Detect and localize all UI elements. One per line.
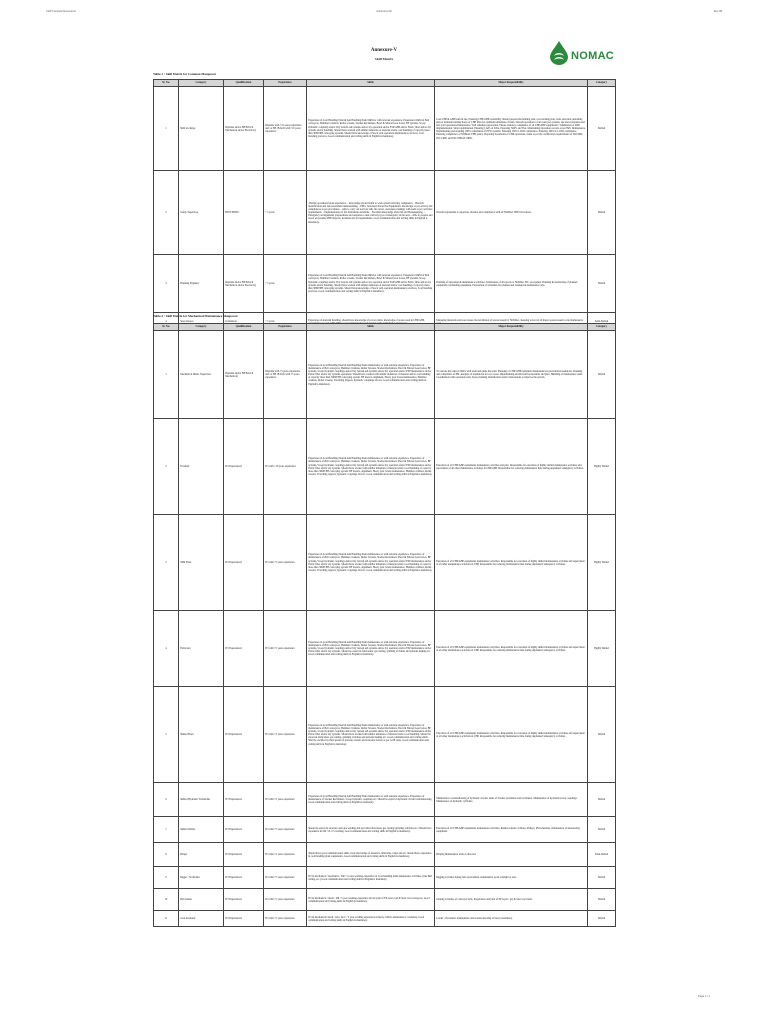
cell-qualification: Graduation <box>224 313 264 331</box>
mechanical-manpower-table <box>153 323 616 927</box>
cell-skills: Experience in Coal Handling Plant & Ash Handling Plant maintenance or with relevant experience. Experience of maintenance of Belt conveyors, Hammer Crushers, Roller Screens, Stacker Reclaimers, Bowl & Shroud Gear boxes, BF systems, Scoop hydraulic couplings and/or Dry bottom ash systems and/or dry operation and/or ESP maintenance and/or Fabric filter and/or dry systems operations. Should have worked with similar industries of material and/or coal handling of capacity more than 3000TPH conveying system. BF motors, alignment, Heavy gear boxes maintenance, Hammer crushers, Roller screens, Travelling trippers, hydraulic couplings and etc. Good communication and writing skills in English is mandatory. <box>307 331 435 419</box>
col-experience: Experience <box>264 80 307 87</box>
cell-skills: Experience in Coal Handling Plant & Ash Handling Plant O&M or with relevant experience. Experience O&M of Belt conveyors, Hammer Crushers, Roller screens, Stacker Reclaimers, Bowl & Shroud Gear boxes, BF systems, Scoop hydraulic couplings and/or Dry bottom ash systems and/or dry operation and/or ESP/AHP and/or Fabric filter and/or dry systems and/or handling. Should have worked with similar industries of material and/or coal handling of capacity more than 3000TPH conveying systems. Should have knowledge of Stock yard operation maintenance practices, Coal blending practices. Good communication and writing skills in English is mandatory. <box>307 255 435 313</box>
cell-qualification: ITI Experienced <box>224 843 264 867</box>
cell-grade: Highly Skilled <box>588 611 616 687</box>
cell-experience: > 5 years <box>264 255 307 313</box>
cell-category: Rigger / Scaffolder <box>179 867 224 889</box>
header-center: Annexure-V# <box>376 10 392 13</box>
cell-no: 11 <box>154 911 179 927</box>
cell-qualification: BTECH/DEC <box>224 171 264 255</box>
cell-responsibility: Overall responsible to supervise, monitor and compliance with all NOMAC HSE Procedures. <box>435 171 588 255</box>
logo-word: NOMAC <box>571 50 615 62</box>
cell-experience: ITI with >5 years experience <box>264 911 307 927</box>
cell-qualification: ITI Experienced <box>224 817 264 843</box>
cell-category: Planning Engineer <box>179 255 224 313</box>
col-responsibility: Major Responsibility <box>435 80 588 87</box>
cell-skills: Experience in material handling, should have knowledge of power plants, knowledge of spares used in CHP/AHP, <box>307 313 435 331</box>
table-row <box>154 867 616 889</box>
cell-skills: Experience in Coal Handling Plant & Ash Handling Plant maintenance or with relevant experience. Experience of maintenance of Belt conveyors, Hammer Crushers, Roller Screens, Stacker Reclaimers, Bowl & Shroud Gear boxes, BF systems, Scoop hydraulic couplings and/or Dry bottom ash systems and/or dry operation and/or ESP maintenance and/or Fabric filter and/or dry systems. Should have worked with similar industries of material and/or coal handling of capacity more than 3000TPH conveying system. BF motors, alignment, Heavy gear boxes maintenance, Hammer crushers, Roller screens, Travelling trippers, hydraulic couplings and etc. Good communication and writing skills in English is mandatory. <box>307 419 435 515</box>
cell-no: 7 <box>154 817 179 843</box>
cell-category: Skilled Hydraulic Technician <box>179 783 224 817</box>
cell-qualification: ITI Experienced <box>224 515 264 611</box>
table-row <box>154 419 616 515</box>
cell-responsibility: Lead CHP & AHP team in site. Ensuring CHP/AHP availability. Should prepare Reclaiming plan, coal stacking plan, route selection, unloading plan to maintain running hours of CHP. Plan for optimum utilization of folks. Smooth operations of all conveyor systems, site and evacuation and safe yard operations/maintenance. Well schedule preparation. Ensure statutory compliance of all CHP/AHP equipment's. Submission of DSR implementation. Smart optimization. Ensuring CAP's of KVA. Preparing SOP's and JSA. Maintaining Operation records as per IMS. Maintenance. Implementing and ensuring 100% compliance of PTW systems. Ensuring 100% LOTO compliance. Ensuring 100%% LOTO compliance. Ensuring compliance of NOMAC EHS policy. Preparing documents of CHP operations, make as per the certification requirements of ISO 9001, ISO 14001 and ISO OHSAS 18001. <box>435 87 588 171</box>
table-row <box>154 817 616 843</box>
cell-skills: ITI in mechanical / mechanics / DR / 5 years working experience in Coal handling plant maintenance activities. (like Belt rolling, etc.) Good communication and writing skills in English is mandatory. <box>307 867 435 889</box>
cell-category: oven mechanic <box>179 911 224 927</box>
page-subtitle: Skill Matrix <box>374 57 394 61</box>
table-header-row <box>154 324 616 331</box>
cell-experience: ITI with >3 years experience <box>264 783 307 817</box>
cell-qualification: Diploma and/or BE/B.Tech Mechanical and/or Electrical.) <box>224 255 264 313</box>
cell-experience: ITI with >5 years experience <box>264 611 307 687</box>
cell-responsibility: Execution of all CHP/AHP equipments maintenance activities. Responsible for execution of highly skilled maintenance activities and supervision of all other maintenance activities in CHP. Responsible for reducing maintenance time during unplanned/ emergency activities. <box>435 515 588 611</box>
cell-grade: Semi-Skilled <box>588 313 616 331</box>
cell-grade: Skilled <box>588 889 616 911</box>
cell-responsibility: To execute the tasks in Shifts with team and guide the team. Planning of CHP/AHP equipment maintenance in preventive/breakdown. Planning and compliance of PM. Analysis of breakdown for root cause, implementing and Preventive measures and plan. Handling of maintenance team. Coordination with operation team. Spare planning identification and/or innovations to improve the system. <box>435 331 588 419</box>
common-manpower-table <box>153 79 616 331</box>
cell-qualification: ITI Experienced <box>224 911 264 927</box>
cell-skills: ITI in mechanical/ mech / auto/ ACC / 5 year working experience in heavy vehicle maintenance/ workshop. Good communication and writing skills in English is mandatory. <box>307 911 435 927</box>
col-grade: Category <box>588 80 616 87</box>
cell-qualification: ITI Experienced <box>224 889 264 911</box>
cell-grade: Skilled <box>588 687 616 783</box>
page-title: Annexure-V <box>370 48 398 53</box>
col-experience: Experience <box>264 324 307 331</box>
drop-logo-icon <box>548 40 570 66</box>
page-header <box>46 10 722 18</box>
cell-responsibility: Execution of all CHP/AHP equipments maintenance activities and jobs. Responsible for execution of highly skilled maintenance activities and supervision of all other maintenance activities in CHP/AHP. Responsible for reducing maintenance time during unplanned/ emergency activities. <box>435 419 588 515</box>
col-responsibility: Major Responsibility <box>435 324 588 331</box>
cell-experience: Diploma with >12 years experience and/ or BE /B.Tech with >10 years experience <box>264 87 307 171</box>
col-skills: Skills <box>307 324 435 331</box>
cell-skills: Should be expert in structure and pipe welding and part time fabrication/ gas cutting/ grinding activities etc. Should have experience in MS, SS, CS welding. Good communication and writing skills in English is mandatory. <box>307 817 435 843</box>
cell-responsibility: Managing materials and store issues. Reconciliation of spares issued by NOMAC, Keeping record of all major spares issued to site maintenance <box>435 313 588 331</box>
cell-responsibility: Helping Maintenance team as directed. <box>435 843 588 867</box>
table-row <box>154 171 616 255</box>
cell-skills: Experience in Coal Handling Plant & Ash Handling Plant maintenance or with relevant experience. Experience of maintenance of Belt conveyors, Hammer Crushers, Roller Screens, Stacker Reclaimers, Bowl & Shroud Gear boxes, BF systems, Scoop hydraulic couplings and/or Dry bottom ash systems and/or dry operation and/or ESP maintenance and/or Fabric filter and/or dry systems. Should have worked with similar industries of material and/or coal handling. Should be expert in fabrication, gas cutting, grinding activities and patterns making etc. Good communication and writing skills. Shall be certified by third parties in pressure vessels and structure boilers as per G-6E rules. Good communication and writing skills in English is mandatory. <box>307 687 435 783</box>
cell-category: Skilled Welder <box>179 817 224 843</box>
cell-qualification: Diploma and/or BE/B.Tech Mechanical) <box>224 331 264 419</box>
cell-no: 2 <box>154 419 179 515</box>
col-category: Category <box>179 324 224 331</box>
cell-grade: Skilled <box>588 911 616 927</box>
cell-grade: Semi-Skilled <box>588 843 616 867</box>
cell-category: Shift in-charge <box>179 87 224 171</box>
cell-experience: ITI with >2 years experience <box>264 843 307 867</box>
col-grade: Category <box>588 324 616 331</box>
cell-qualification: ITI Experienced <box>224 611 264 687</box>
cell-skills: -Having operational plant experience. - Knowledge about Permit to work system and fully compliance. - Hazards identification and risk assessment understanding. - PPEs, Structural Protective Equipment's knowledge as per activity and compliances as per procedures. - Able to carry out tool box talk, fire arrest, awareness trainings with team as per activities requirements. - Implementation of fire instrument standards. - Excellent knowledge about lift and Housekeeping. - Emergency arrangements preparedness and response to deal with any type of emergency in the area. - Able to prepare and report all possible HSE Reports, incidents and all requirements. Good communication and writing skills in English is mandatory. <box>307 171 435 255</box>
cell-no: 4 <box>154 611 179 687</box>
cell-no: 2 <box>154 171 179 255</box>
cell-responsibility: Rigging activities during belt replacement, maintenance work at height or else. <box>435 867 588 889</box>
cell-category: Skilled Fitter <box>179 687 224 783</box>
cell-qualification: ITI Experienced <box>224 783 264 817</box>
cell-category: Store Keeper <box>179 313 224 331</box>
table-row <box>154 611 616 687</box>
cell-responsibility: Loader , Preventive maintenance and trouble shooting of heavy machinery. <box>435 911 588 927</box>
table-header-row <box>154 80 616 87</box>
cell-category: Helper <box>179 843 224 867</box>
col-sl-no: Sl. No. <box>154 80 179 87</box>
cell-grade: Highly Skilled <box>588 515 616 611</box>
cell-no: 9 <box>154 867 179 889</box>
cell-category: Mechanical Maint. Supervisor <box>179 331 224 419</box>
cell-skills: ITI in mechanical / mech / DR / 5 year working experience in belt joint of EP, steel cord & Steel cord conveyors. Good communication and writing skills in English is mandatory. <box>307 889 435 911</box>
cell-experience: ITI with >3 years experience <box>264 687 307 783</box>
cell-qualification: ITI Experienced <box>224 867 264 889</box>
cell-responsibility: Planning of Operation & maintenance activities. Submission of all reports to NOMAC EIC as required. Planning & monitoring of planned equipment overhauling equipment. Preparation of schedules for planned and breakdown maintenance jobs. <box>435 255 588 313</box>
cell-qualification: ITI Experienced <box>224 687 264 783</box>
table-row <box>154 911 616 927</box>
cell-category: Belt Jointer <box>179 889 224 911</box>
cell-responsibility: Maintenance, troubleshooting of hydraulic circuits, disks of Stacker reclaimers and reclaimers. Maintenance of hydraulic/scoop couplings. Maintenance of hydraulic cylinders. <box>435 783 588 817</box>
page-number: Page 1 / 1 <box>698 995 710 998</box>
cell-grade: Skilled <box>588 171 616 255</box>
cell-category: SPM Fitter <box>179 515 224 611</box>
table-row <box>154 255 616 313</box>
cell-no: 8 <box>154 843 179 867</box>
cell-qualification: Diploma and/or BE/B.Tech Mechanical and/or Electrical.) <box>224 87 264 171</box>
cell-no: 5 <box>154 687 179 783</box>
cell-grade: Skilled <box>588 867 616 889</box>
cell-experience: > 5 years <box>264 171 307 255</box>
cell-experience: ITI with >10 years experience <box>264 419 307 515</box>
cell-qualification: ITI Experienced <box>224 419 264 515</box>
cell-grade: Skilled <box>588 783 616 817</box>
cell-skills: Experience in Coal Handling Plant & Ash Handling Plant maintenance or with relevant experience. Experience of maintenance of Belt conveyors, Hammer Crushers, Roller Screens, Stacker Reclaimers, Bowl & Shroud Gear boxes, BF systems, Scoop hydraulic couplings and/or Dry bottom ash systems and/or dry operation and/or ESP maintenance and/or Fabric filter and/or dry systems. Should have worked with similar industries of material and/or coal handling of capacity more than 3000TPH conveying system. BF motors, alignment, Heavy gear boxes maintenance, Hammer crushers, Roller screens, Travelling trippers, hydraulic couplings and etc. Good communication and writing skills in English is mandatory. <box>307 515 435 611</box>
table2-caption: Table-2 : Skill Matrix for Mechanical Maintenance Manpower <box>153 314 238 318</box>
cell-responsibility: Jointing activities of conveyor belts. Preparation and joint of EP rayon / ply & Steel cord belts. <box>435 889 588 911</box>
cell-grade: Skilled <box>588 87 616 171</box>
cell-grade: Highly Skilled <box>588 419 616 515</box>
col-qualification: Qualification <box>224 80 264 87</box>
col-skills: Skills <box>307 80 435 87</box>
cell-no: 4 <box>154 313 179 331</box>
cell-no: 3 <box>154 255 179 313</box>
cell-no: 1 <box>154 87 179 171</box>
col-category: Category <box>179 80 224 87</box>
cell-responsibility: Execution of all CHP/AHP equipments maintenance activities. Reinforcement of chutes, Pulleys, PM schedules, maintenance of interleaving equipment. <box>435 817 588 843</box>
table-row <box>154 843 616 867</box>
cell-experience: ITI with >5 years experience <box>264 889 307 911</box>
cell-skills: Experience in Coal Handling Plant & Ash Handling Plant O&M or with relevant experience. Experience O&M of Belt conveyors, Hammer Crushers, Roller screens, Stacker Reclaimers, Bowl & Shroud Gear boxes, BF systems, Scoop hydraulic couplings and/or Dry bottom ash systems and/or dry operation and/or ESP/AHP and/or Fabric filter and/or dry systems and/or handling. Should have worked with similar industries of material and/or coal handling of capacity more than 3000TPH conveying systems. Should have knowledge of Stock yard operations maintenance practices, Coal blending practices. Good communication and writing skills in English is mandatory. <box>307 87 435 171</box>
col-sl-no: Sl. No. <box>154 324 179 331</box>
cell-no: 1 <box>154 331 179 419</box>
table-row <box>154 331 616 419</box>
cell-grade: Skilled <box>588 331 616 419</box>
cell-experience: ITI with >5 years experience <box>264 867 307 889</box>
header-right: Rev 0# <box>713 10 722 13</box>
cell-no: 6 <box>154 783 179 817</box>
cell-responsibility: Execution of all CHP/AHP equipments maintenance activities. Responsible for execution of highly skilled maintenance activities and supervision of all other maintenance activities in CHP. Responsible for reducing maintenance time during unplanned/ emergency activities. <box>435 611 588 687</box>
nomac-logo <box>544 38 614 72</box>
cell-category: Fabricator <box>179 611 224 687</box>
cell-experience: ITI with >5 years experience <box>264 515 307 611</box>
table-row <box>154 515 616 611</box>
table-row <box>154 87 616 171</box>
table-row <box>154 889 616 911</box>
col-qualification: Qualification <box>224 324 264 331</box>
table-row <box>154 783 616 817</box>
cell-skills: Should have good communication skills, basic knowledge of fasteners, lubricants, tongs and etc. Should have experience in coal handling plant equipments. Good communication and writing skills in English is mandatory. <box>307 843 435 867</box>
cell-grade: Skilled <box>588 817 616 843</box>
cell-responsibility: Execution of all CHP/AHP equipments maintenance activities. Responsible for execution of highly skilled maintenance activities and supervision of all other maintenance activities in CHP. Responsible for reducing maintenance time during unplanned/ emergency activities. <box>435 687 588 783</box>
cell-experience: ITI with >5 years experience <box>264 817 307 843</box>
table1-caption: Table-1 : Skill Matrix for Common Manpower <box>153 72 217 76</box>
cell-experience: Diploma with >5 years experience and/ or BE /B.Tech with >3 years experience <box>264 331 307 419</box>
cell-no: 3 <box>154 515 179 611</box>
cell-skills: Experience in Coal Handling Plant & Ash Handling Plant maintenance or with relevant experience. Experience of maintenance of Belt conveyors, Hammer Crushers, Roller Screens, Stacker Reclaimers, Bowl & Shroud Gear boxes, BF systems, Scoop hydraulic couplings and/or Dry bottom ash systems and/or dry operation and/or ESP maintenance and/or Fabric filter and/or dry systems. Should be expert in fabrication, gas cutting, grinding activities and patterns making etc. Good communication and writing skills in English is mandatory. <box>307 611 435 687</box>
cell-no: 10 <box>154 889 179 911</box>
cell-category: Foreman <box>179 419 224 515</box>
header-left: CHP Contract Documents <box>46 10 76 13</box>
cell-grade: Skilled <box>588 255 616 313</box>
cell-experience: > 5 years <box>264 313 307 331</box>
cell-skills: Experience in Coal Handling Plant & Ash Handling Plant maintenance or with relevant experience. Experience of maintenance of Stacker Reclaimers, Scoop hydraulic couplings etc. Should be expert in hydraulic circuit troubleshooting. Good communication and writing skills in English is mandatory. <box>307 783 435 817</box>
table-row <box>154 687 616 783</box>
cell-category: Safety Supervisor <box>179 171 224 255</box>
